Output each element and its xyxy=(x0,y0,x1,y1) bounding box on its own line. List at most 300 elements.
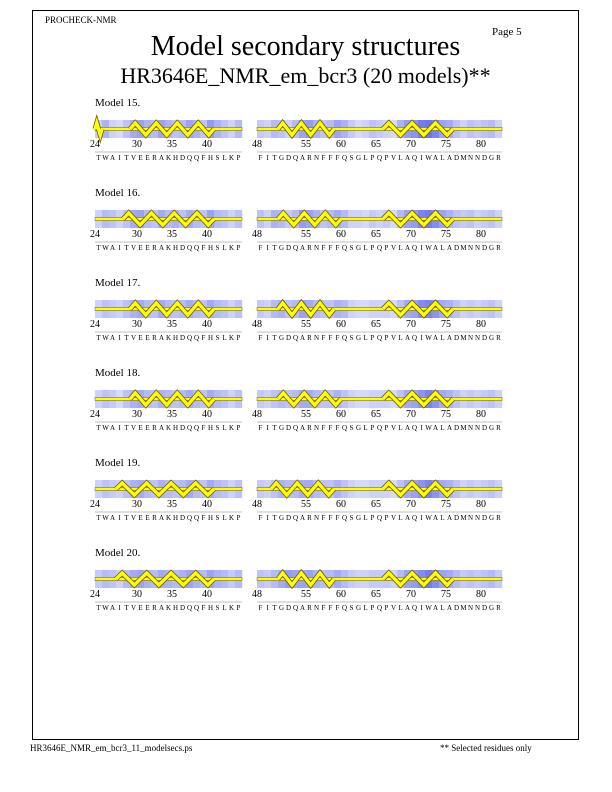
residue-letter: Q xyxy=(193,424,200,432)
residue-letter: Q xyxy=(376,514,383,522)
residue-tick-label: 30 xyxy=(132,139,142,150)
residue-letter: Q xyxy=(341,514,348,522)
residue-letter: F xyxy=(321,154,326,162)
residue-letter: R xyxy=(496,514,501,522)
residue-letter: K xyxy=(228,154,235,162)
residue-letter: Q xyxy=(186,514,193,522)
residue-letter: I xyxy=(420,334,423,342)
residue-letter: P xyxy=(236,604,241,612)
residue-letter: P xyxy=(384,334,389,342)
residue-tick-label: 35 xyxy=(167,589,177,600)
residue-letter: T xyxy=(124,424,129,432)
residue-tick-label: 40 xyxy=(202,139,212,150)
residue-tick-label: 35 xyxy=(167,409,177,420)
residue-letter: H xyxy=(172,334,179,342)
model-panel xyxy=(0,277,612,347)
residue-letter: V xyxy=(130,514,137,522)
residue-letter: N xyxy=(467,244,474,252)
footer-filename: HR3646E_NMR_em_bcr3_11_modelsecs.ps xyxy=(30,743,193,753)
residue-letter: E xyxy=(138,154,143,162)
residue-tick-label: 65 xyxy=(371,319,381,330)
residue-letter: D xyxy=(453,424,460,432)
residue-letter: L xyxy=(363,604,368,612)
residue-tick-label: 24 xyxy=(90,319,100,330)
residue-letter: H xyxy=(172,154,179,162)
residue-letter: H xyxy=(207,244,214,252)
residue-letter: L xyxy=(222,244,227,252)
residue-letter: W xyxy=(102,244,109,252)
residue-letter: A xyxy=(446,334,453,342)
residue-letter: Q xyxy=(341,334,348,342)
residue-tick-label: 30 xyxy=(132,319,142,330)
residue-letter: A xyxy=(432,154,439,162)
residue-tick-label: 60 xyxy=(336,229,346,240)
residue-letter: R xyxy=(496,244,501,252)
residue-tick-label: 65 xyxy=(371,589,381,600)
residue-letter: F xyxy=(335,244,340,252)
residue-tick-label: 24 xyxy=(90,139,100,150)
residue-letter: F xyxy=(328,154,333,162)
residue-tick-label: 40 xyxy=(202,499,212,510)
residue-letter: Q xyxy=(292,244,299,252)
residue-letter: F xyxy=(335,334,340,342)
residue-letter: K xyxy=(165,514,172,522)
residue-letter: F xyxy=(258,334,263,342)
residue-letter: E xyxy=(145,424,150,432)
residue-tick-label: 30 xyxy=(132,229,142,240)
residue-tick-label: 40 xyxy=(202,229,212,240)
residue-letter: A xyxy=(158,424,165,432)
residue-letter: T xyxy=(124,244,129,252)
residue-tick-label: 65 xyxy=(371,229,381,240)
residue-letter: A xyxy=(109,154,116,162)
residue-letter: G xyxy=(355,424,362,432)
model-label: Model 15. xyxy=(95,97,141,109)
residue-letter: V xyxy=(390,334,397,342)
residue-letter: R xyxy=(152,514,157,522)
residue-letter: R xyxy=(307,514,312,522)
residue-letter: Q xyxy=(411,334,418,342)
model-label: Model 18. xyxy=(95,367,141,379)
residue-letter: E xyxy=(138,244,143,252)
residue-letter: T xyxy=(124,334,129,342)
residue-tick-label: 30 xyxy=(132,589,142,600)
residue-letter: D xyxy=(179,244,186,252)
residue-letter: P xyxy=(370,424,375,432)
residue-letter: T xyxy=(272,334,277,342)
residue-letter: R xyxy=(307,604,312,612)
residue-letter: F xyxy=(258,244,263,252)
residue-letter: K xyxy=(228,334,235,342)
residue-letter: A xyxy=(158,334,165,342)
residue-tick-label: 55 xyxy=(301,229,311,240)
residue-letter: M xyxy=(460,424,467,432)
residue-letter: D xyxy=(179,514,186,522)
model-panel xyxy=(0,547,612,617)
residue-letter: N xyxy=(313,334,320,342)
residue-tick-label: 55 xyxy=(301,139,311,150)
residue-letter: Q xyxy=(411,424,418,432)
residue-letter: Q xyxy=(186,244,193,252)
residue-letter: W xyxy=(425,334,432,342)
residue-letter: P xyxy=(236,244,241,252)
residue-letter: K xyxy=(165,244,172,252)
residue-letter: A xyxy=(446,154,453,162)
residue-letter: F xyxy=(321,244,326,252)
residue-letter: I xyxy=(266,424,269,432)
residue-letter: Q xyxy=(292,334,299,342)
footer-note: ** Selected residues only xyxy=(440,743,532,753)
residue-tick-label: 75 xyxy=(441,409,451,420)
model-label: Model 19. xyxy=(95,457,141,469)
residue-letter: D xyxy=(285,154,292,162)
residue-letter: I xyxy=(266,154,269,162)
residue-letter: F xyxy=(201,424,206,432)
residue-letter: A xyxy=(404,154,411,162)
residue-letter: S xyxy=(215,154,220,162)
structure-track xyxy=(0,97,612,167)
residue-tick-label: 75 xyxy=(441,319,451,330)
residue-letter: S xyxy=(349,514,354,522)
residue-letter: Q xyxy=(376,334,383,342)
residue-letter: G xyxy=(278,154,285,162)
residue-letter: K xyxy=(165,154,172,162)
residue-letter: I xyxy=(118,334,121,342)
residue-letter: F xyxy=(321,604,326,612)
residue-letter: I xyxy=(118,424,121,432)
residue-letter: A xyxy=(446,244,453,252)
residue-letter: D xyxy=(285,244,292,252)
residue-letter: P xyxy=(384,604,389,612)
residue-letter: R xyxy=(152,154,157,162)
residue-letter: Q xyxy=(341,154,348,162)
residue-letter: A xyxy=(109,424,116,432)
residue-tick-label: 65 xyxy=(371,499,381,510)
residue-tick-label: 55 xyxy=(301,589,311,600)
residue-letter: T xyxy=(96,514,101,522)
residue-tick-label: 60 xyxy=(336,319,346,330)
residue-tick-label: 48 xyxy=(252,589,262,600)
residue-letter: T xyxy=(124,604,129,612)
coil-band xyxy=(257,398,502,401)
residue-letter: D xyxy=(285,334,292,342)
residue-letter: V xyxy=(130,604,137,612)
residue-letter: E xyxy=(145,244,150,252)
residue-letter: G xyxy=(278,334,285,342)
residue-letter: Q xyxy=(411,154,418,162)
residue-letter: P xyxy=(370,334,375,342)
residue-letter: S xyxy=(349,154,354,162)
model-label: Model 16. xyxy=(95,187,141,199)
residue-letter: F xyxy=(328,244,333,252)
residue-tick-label: 55 xyxy=(301,319,311,330)
residue-letter: Q xyxy=(186,424,193,432)
residue-letter: F xyxy=(335,604,340,612)
residue-letter: R xyxy=(307,424,312,432)
residue-letter: F xyxy=(335,424,340,432)
residue-letter: D xyxy=(285,604,292,612)
residue-letter: F xyxy=(201,604,206,612)
residue-letter: A xyxy=(299,334,306,342)
residue-letter: Q xyxy=(376,154,383,162)
residue-tick-label: 48 xyxy=(252,409,262,420)
residue-letter: L xyxy=(440,154,445,162)
residue-letter: V xyxy=(390,424,397,432)
structure-track xyxy=(0,457,612,527)
residue-letter: Q xyxy=(292,514,299,522)
residue-letter: G xyxy=(488,604,495,612)
residue-letter: V xyxy=(130,424,137,432)
residue-letter: F xyxy=(328,424,333,432)
residue-letter: T xyxy=(272,604,277,612)
residue-letter: R xyxy=(152,604,157,612)
residue-tick-label: 55 xyxy=(301,409,311,420)
page-number: Page 5 xyxy=(492,26,522,38)
residue-letter: F xyxy=(335,514,340,522)
residue-letter: I xyxy=(118,604,121,612)
residue-tick-label: 40 xyxy=(202,319,212,330)
residue-tick-label: 60 xyxy=(336,409,346,420)
structure-track xyxy=(0,187,612,257)
residue-letter: S xyxy=(349,334,354,342)
residue-letter: W xyxy=(102,514,109,522)
residue-letter: L xyxy=(363,244,368,252)
residue-letter: V xyxy=(390,154,397,162)
residue-letter: R xyxy=(496,424,501,432)
residue-letter: P xyxy=(370,154,375,162)
residue-letter: H xyxy=(207,154,214,162)
residue-letter: L xyxy=(222,154,227,162)
residue-letter: P xyxy=(384,154,389,162)
residue-letter: Q xyxy=(193,334,200,342)
residue-letter: N xyxy=(474,154,481,162)
residue-letter: D xyxy=(285,424,292,432)
residue-letter: G xyxy=(355,244,362,252)
residue-tick-label: 80 xyxy=(476,319,486,330)
program-name: PROCHECK-NMR xyxy=(45,15,117,25)
residue-letter: I xyxy=(118,154,121,162)
residue-letter: A xyxy=(404,514,411,522)
residue-letter: L xyxy=(222,514,227,522)
residue-letter: T xyxy=(272,244,277,252)
residue-letter: W xyxy=(425,604,432,612)
residue-letter: Q xyxy=(341,424,348,432)
model-label: Model 17. xyxy=(95,277,141,289)
residue-letter: G xyxy=(278,604,285,612)
residue-letter: D xyxy=(179,334,186,342)
residue-letter: G xyxy=(355,334,362,342)
model-panel xyxy=(0,457,612,527)
residue-letter: T xyxy=(272,154,277,162)
residue-letter: W xyxy=(425,424,432,432)
residue-letter: A xyxy=(158,154,165,162)
residue-letter: E xyxy=(138,604,143,612)
page-subtitle: HR3646E_NMR_em_bcr3 (20 models)** xyxy=(120,63,491,88)
residue-letter: A xyxy=(299,604,306,612)
residue-letter: Q xyxy=(292,604,299,612)
residue-tick-label: 65 xyxy=(371,139,381,150)
residue-letter: I xyxy=(118,244,121,252)
residue-letter: S xyxy=(215,244,220,252)
residue-letter: I xyxy=(118,514,121,522)
residue-letter: P xyxy=(370,604,375,612)
residue-letter: N xyxy=(313,514,320,522)
residue-letter: K xyxy=(228,604,235,612)
residue-letter: A xyxy=(446,424,453,432)
structure-track xyxy=(0,547,612,617)
residue-letter: R xyxy=(307,244,312,252)
residue-tick-label: 75 xyxy=(441,229,451,240)
residue-letter: L xyxy=(398,244,403,252)
residue-letter: I xyxy=(420,514,423,522)
residue-letter: A xyxy=(299,244,306,252)
residue-letter: P xyxy=(236,424,241,432)
residue-letter: A xyxy=(404,604,411,612)
residue-letter: P xyxy=(370,244,375,252)
residue-letter: M xyxy=(460,514,467,522)
residue-letter: A xyxy=(446,514,453,522)
residue-letter: F xyxy=(258,424,263,432)
residue-letter: R xyxy=(152,244,157,252)
residue-letter: Q xyxy=(193,604,200,612)
residue-tick-label: 80 xyxy=(476,139,486,150)
residue-tick-label: 70 xyxy=(406,589,416,600)
residue-tick-label: 60 xyxy=(336,589,346,600)
residue-letter: E xyxy=(145,154,150,162)
residue-letter: K xyxy=(228,424,235,432)
residue-letter: T xyxy=(272,424,277,432)
residue-letter: L xyxy=(222,424,227,432)
residue-letter: E xyxy=(138,424,143,432)
model-panel xyxy=(0,367,612,437)
residue-letter: V xyxy=(130,154,137,162)
residue-letter: W xyxy=(102,334,109,342)
residue-letter: L xyxy=(398,154,403,162)
residue-letter: F xyxy=(258,154,263,162)
residue-tick-label: 48 xyxy=(252,319,262,330)
residue-tick-label: 70 xyxy=(406,229,416,240)
residue-letter: L xyxy=(440,604,445,612)
residue-tick-label: 24 xyxy=(90,499,100,510)
residue-letter: Q xyxy=(411,604,418,612)
residue-letter: L xyxy=(440,424,445,432)
residue-letter: F xyxy=(328,334,333,342)
residue-letter: E xyxy=(145,334,150,342)
residue-letter: Q xyxy=(411,244,418,252)
residue-letter: A xyxy=(299,424,306,432)
residue-letter: R xyxy=(496,334,501,342)
residue-tick-label: 75 xyxy=(441,139,451,150)
residue-letter: A xyxy=(446,604,453,612)
residue-letter: P xyxy=(236,514,241,522)
residue-letter: T xyxy=(124,154,129,162)
residue-tick-label: 35 xyxy=(167,499,177,510)
model-panel xyxy=(0,97,612,167)
residue-letter: L xyxy=(398,424,403,432)
residue-letter: A xyxy=(404,424,411,432)
residue-letter: L xyxy=(363,514,368,522)
residue-letter: S xyxy=(215,604,220,612)
residue-letter: N xyxy=(313,604,320,612)
residue-letter: P xyxy=(384,424,389,432)
residue-letter: T xyxy=(272,514,277,522)
residue-letter: L xyxy=(222,604,227,612)
residue-letter: I xyxy=(420,244,423,252)
residue-letter: L xyxy=(398,334,403,342)
residue-tick-label: 70 xyxy=(406,409,416,420)
residue-letter: N xyxy=(313,154,320,162)
residue-letter: N xyxy=(474,514,481,522)
residue-letter: T xyxy=(124,514,129,522)
residue-tick-label: 48 xyxy=(252,229,262,240)
residue-letter: A xyxy=(299,514,306,522)
residue-letter: G xyxy=(278,244,285,252)
residue-letter: F xyxy=(201,514,206,522)
residue-tick-label: 70 xyxy=(406,139,416,150)
residue-letter: T xyxy=(96,604,101,612)
residue-letter: D xyxy=(179,604,186,612)
residue-letter: A xyxy=(158,244,165,252)
residue-letter: A xyxy=(404,334,411,342)
residue-letter: G xyxy=(488,244,495,252)
residue-letter: D xyxy=(453,154,460,162)
page-title: Model secondary structures xyxy=(150,31,461,62)
residue-tick-label: 75 xyxy=(441,589,451,600)
residue-letter: A xyxy=(109,334,116,342)
residue-letter: S xyxy=(215,424,220,432)
residue-letter: L xyxy=(440,334,445,342)
residue-letter: L xyxy=(222,334,227,342)
residue-letter: D xyxy=(481,244,488,252)
residue-letter: L xyxy=(398,514,403,522)
residue-letter: G xyxy=(355,604,362,612)
residue-letter: D xyxy=(481,334,488,342)
residue-letter: T xyxy=(96,154,101,162)
residue-letter: F xyxy=(258,604,263,612)
residue-letter: A xyxy=(109,604,116,612)
residue-letter: N xyxy=(474,424,481,432)
residue-letter: Q xyxy=(341,244,348,252)
residue-letter: G xyxy=(488,154,495,162)
residue-letter: F xyxy=(321,334,326,342)
residue-tick-label: 24 xyxy=(90,229,100,240)
residue-letter: K xyxy=(228,244,235,252)
residue-tick-label: 60 xyxy=(336,499,346,510)
residue-letter: N xyxy=(313,244,320,252)
residue-letter: H xyxy=(172,514,179,522)
residue-letter: P xyxy=(384,244,389,252)
residue-letter: W xyxy=(425,244,432,252)
residue-letter: T xyxy=(96,334,101,342)
residue-letter: N xyxy=(467,334,474,342)
residue-letter: R xyxy=(152,424,157,432)
residue-letter: D xyxy=(481,424,488,432)
residue-letter: W xyxy=(102,424,109,432)
residue-letter: Q xyxy=(376,424,383,432)
residue-letter: Q xyxy=(193,154,200,162)
model-label: Model 20. xyxy=(95,547,141,559)
residue-letter: N xyxy=(474,604,481,612)
residue-tick-label: 75 xyxy=(441,499,451,510)
residue-letter: V xyxy=(390,244,397,252)
residue-letter: Q xyxy=(193,514,200,522)
residue-letter: V xyxy=(130,334,137,342)
residue-letter: A xyxy=(109,514,116,522)
residue-letter: L xyxy=(440,244,445,252)
residue-tick-label: 70 xyxy=(406,499,416,510)
residue-tick-label: 55 xyxy=(301,499,311,510)
residue-letter: H xyxy=(172,424,179,432)
